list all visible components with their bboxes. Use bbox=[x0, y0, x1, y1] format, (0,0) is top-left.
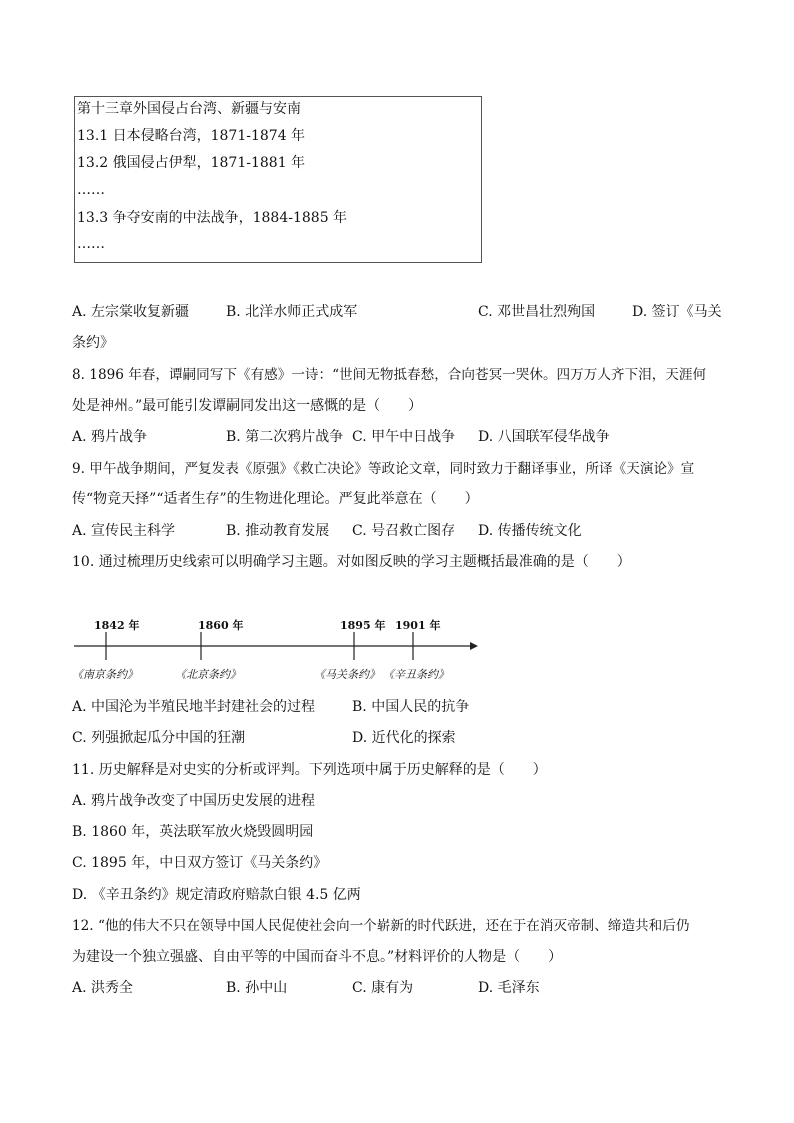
q12-stem-line1: 12. “他的伟大不只在领导中国人民促使社会向一个崭新的时代跃进，还在于在消灭帝制、缔造共和后仍 bbox=[72, 918, 690, 934]
q7-option-d-continued: 条约》 bbox=[72, 335, 114, 351]
q7-option-c[interactable]: C. 邓世昌壮烈殉国 bbox=[478, 304, 596, 320]
q10-stem: 10. 通过梳理历史线索可以明确学习主题。对如图反映的学习主题概括最准确的是（ ） bbox=[72, 554, 631, 570]
q12-option-a[interactable]: A. 洪秀全 bbox=[72, 980, 134, 996]
q11-option-b[interactable]: B. 1860 年，英法联军放火烧毁圆明园 bbox=[72, 824, 314, 840]
outline-line: 13.3 争夺安南的中法战争，1884-1885 年 bbox=[77, 210, 348, 226]
q11-option-d[interactable]: D. 《辛丑条约》规定清政府赔款白银 4.5 亿两 bbox=[72, 887, 361, 903]
q10-option-a[interactable]: A. 中国沦为半殖民地半封建社会的过程 bbox=[72, 699, 316, 715]
q11-option-a[interactable]: A. 鸦片战争改变了中国历史发展的进程 bbox=[72, 793, 316, 809]
q9-stem-line1: 9. 甲午战争期间，严复发表《原强》《救亡决论》等政论文章，同时致力于翻译事业，所译《天演论》宣 bbox=[72, 461, 695, 477]
timeline-treaty-nanjing: 《南京条约》 bbox=[72, 668, 138, 681]
timeline-year-1901: 1901 年 bbox=[395, 619, 441, 632]
timeline-treaty-maguan: 《马关条约》 bbox=[314, 668, 380, 681]
q9-stem-line2: 传“物竞天择”“适者生存”的生物进化理论。严复此举意在（ ） bbox=[72, 491, 479, 507]
q9-option-c[interactable]: C. 号召救亡图存 bbox=[352, 523, 456, 539]
q12-option-b[interactable]: B. 孙中山 bbox=[226, 980, 288, 996]
q8-stem-line2: 处是神州。”最可能引发谭嗣同发出这一感慨的是（ ） bbox=[72, 398, 423, 414]
q9-option-a[interactable]: A. 宣传民主科学 bbox=[72, 523, 176, 539]
q7-option-d[interactable]: D. 签订《马关 bbox=[632, 304, 722, 320]
q8-option-a[interactable]: A. 鸦片战争 bbox=[72, 429, 148, 445]
q9-option-d[interactable]: D. 传播传统文化 bbox=[478, 523, 582, 539]
q10-option-c[interactable]: C. 列强掀起瓜分中国的狂潮 bbox=[72, 730, 246, 746]
chapter-outline-box bbox=[74, 96, 482, 263]
q8-option-c[interactable]: C. 甲午中日战争 bbox=[352, 429, 456, 445]
q7-option-a[interactable]: A. 左宗棠收复新疆 bbox=[72, 304, 190, 320]
outline-line: 13.1 日本侵略台湾，1871-1874 年 bbox=[77, 128, 306, 144]
q8-option-b[interactable]: B. 第二次鸦片战争 bbox=[226, 429, 344, 445]
outline-line: …… bbox=[77, 236, 105, 252]
q12-stem-line2: 为建设一个独立强盛、自由平等的中国而奋斗不息。”材料评价的人物是（ ） bbox=[72, 949, 563, 965]
outline-line: 13.2 俄国侵占伊犁，1871-1881 年 bbox=[77, 155, 306, 171]
q12-option-c[interactable]: C. 康有为 bbox=[352, 980, 414, 996]
timeline-year-1860: 1860 年 bbox=[198, 619, 244, 632]
q10-option-d[interactable]: D. 近代化的探索 bbox=[352, 730, 456, 746]
timeline-year-1895: 1895 年 bbox=[340, 619, 386, 632]
q8-stem-line1: 8. 1896 年春，谭嗣同写下《有感》一诗：“世间无物抵春愁，合向苍冥一哭休。四万万人齐下泪，天涯何 bbox=[72, 367, 707, 383]
q8-option-d[interactable]: D. 八国联军侵华战争 bbox=[478, 429, 610, 445]
history-timeline bbox=[70, 612, 490, 682]
q9-option-b[interactable]: B. 推动教育发展 bbox=[226, 523, 330, 539]
outline-line: …… bbox=[77, 182, 105, 198]
q11-stem: 11. 历史解释是对史实的分析或评判。下列选项中属于历史解释的是（ ） bbox=[72, 762, 547, 778]
timeline-treaty-beijing: 《北京条约》 bbox=[175, 668, 241, 681]
q12-option-d[interactable]: D. 毛泽东 bbox=[478, 980, 540, 996]
timeline-treaty-xinchou: 《辛丑条约》 bbox=[383, 668, 449, 681]
outline-line: 第十三章外国侵占台湾、新疆与安南 bbox=[77, 101, 301, 117]
q11-option-c[interactable]: C. 1895 年，中日双方签订《马关条约》 bbox=[72, 855, 328, 871]
q10-option-b[interactable]: B. 中国人民的抗争 bbox=[352, 699, 470, 715]
timeline-year-1842: 1842 年 bbox=[94, 619, 140, 632]
q7-option-b[interactable]: B. 北洋水师正式成军 bbox=[226, 304, 358, 320]
